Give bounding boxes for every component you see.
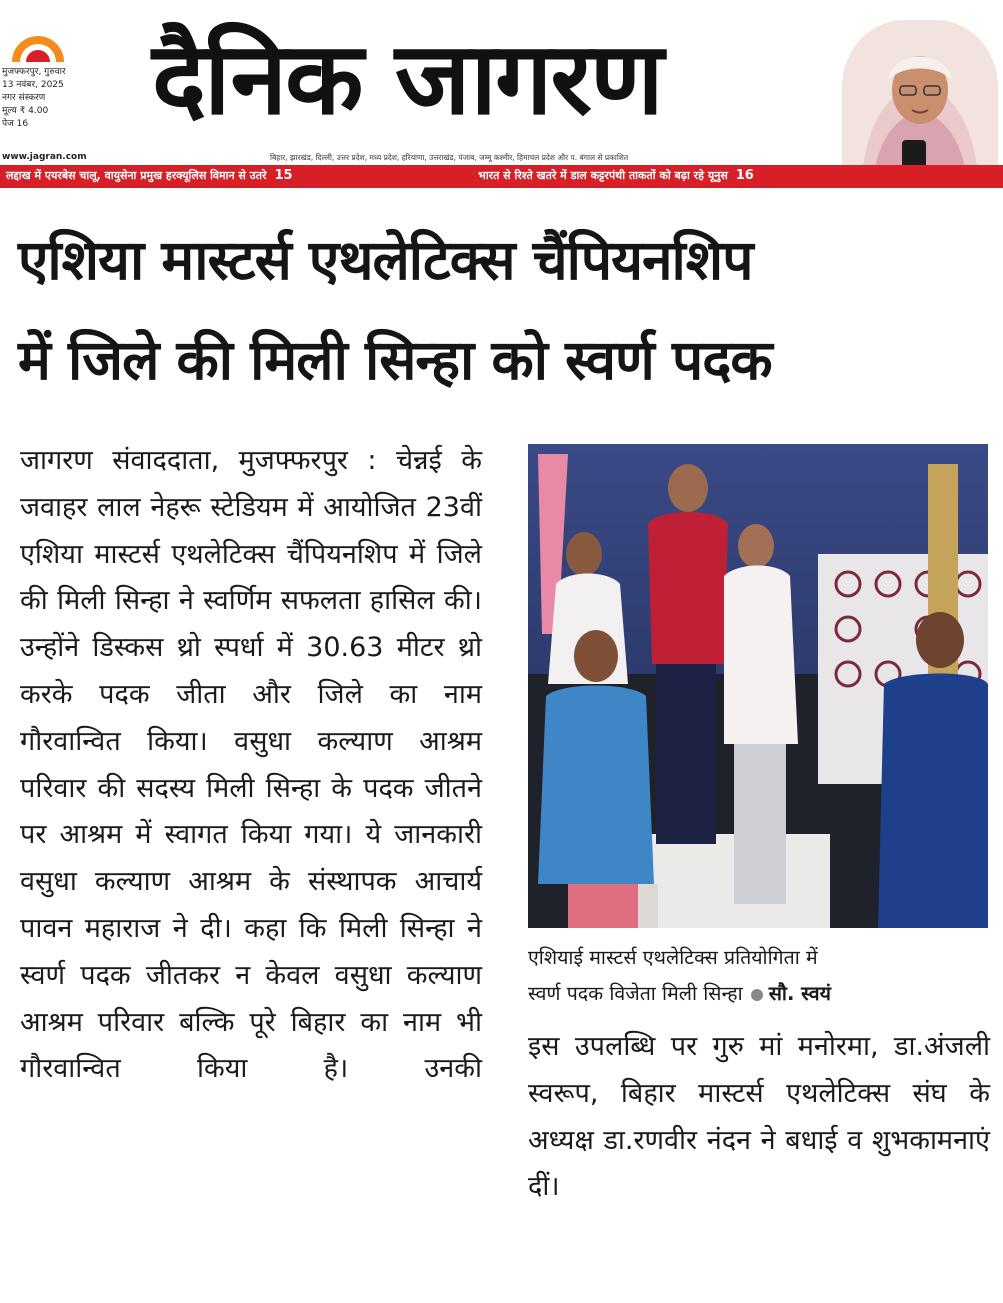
article-photo (528, 444, 988, 928)
editions-list: बिहार, झारखंड, दिल्ली, उत्तर प्रदेश, मध्य प्रदेश, हरियाणा, उत्तराखंड, पंजाब, जम्मू कश्मीर, हिमाचल प्रदेश और प. बंगाल से प्रकाशित (270, 153, 629, 162)
article-headline (18, 210, 998, 410)
headline-line-2: में जिले की मिली सिन्हा को स्वर्ण पदक (18, 328, 772, 392)
edition-label: नगर संस्करण (2, 93, 46, 103)
top-story-right[interactable] (478, 168, 754, 184)
front-page-portrait (842, 20, 998, 188)
price-label: मूल्य ₹ 4.00 (2, 106, 49, 116)
newspaper-brand: दैनिक जागरण (152, 20, 662, 137)
top-story-left-page: 15 (274, 168, 293, 183)
portrait-photo (842, 20, 998, 188)
podium-photo (528, 444, 988, 928)
dateline (2, 66, 142, 131)
body-left-paragraph: जागरण संवाददाता, मुजफ्फरपुर : चेन्नई के जवाहर लाल नेहरू स्टेडियम में आयोजित 23वीं एशिया मास्टर्स एथलेटिक्स चैंपियनशिप में जिले की मिली सिन्हा ने स्वर्णिम सफलता हासिल की। उन्होंने डिस्कस थ्रो स्पर्धा में 30.63 मीटर थ्रो करके पदक जीता और जिले का नाम गौरवान्वित किया। वसुधा कल्याण आश्रम परिवार की सदस्य मिली सिन्हा के पदक जीतने पर आश्रम में स्वागत किया गया। ये जानकारी वसुधा कल्याण आश्रम के संस्थापक आचार्य पावन महाराज ने दी। कहा कि मिली सिन्हा ने स्वर्ण पदक जीतकर न केवल वसुधा कल्याण आश्रम परिवार बल्कि पूरे बिहार का नाम भी गौरवान्वित किया है। उनकी (20, 445, 482, 1085)
photo-caption (528, 940, 990, 1012)
body-right-paragraph: इस उपलब्धि पर गुरु मां मनोरमा, डा.अंजली स्वरूप, बिहार मास्टर्स एथलेटिक्स संघ के अध्यक्ष डा.रणवीर नंदन ने बधाई व शुभकामनाएं दीं। (528, 1031, 990, 1203)
top-stories-bar (0, 165, 1003, 188)
page-count: पेज 16 (2, 119, 29, 129)
photo-credit: सौ. स्वयं (768, 982, 831, 1005)
top-story-left-text: लद्दाख में एयरबेस चालू, वायुसेना प्रमुख हरक्यूलिस विमान से उतरे (6, 169, 267, 182)
caption-line-2: स्वर्ण पदक विजेता मिली सिन्हा (528, 982, 743, 1005)
caption-line-1: एशियाई मास्टर्स एथलेटिक्स प्रतियोगिता में (528, 946, 818, 969)
sun-logo-icon (8, 28, 68, 62)
bullet-dot-icon (751, 989, 763, 1001)
top-story-right-page: 16 (735, 168, 754, 183)
website-link[interactable]: www.jagran.com (2, 152, 87, 162)
top-story-right-text: भारत से रिश्ते खतरे में डाल कट्टरपंथी ताकतों को बढ़ा रहे यूनुस (478, 169, 728, 182)
masthead (0, 0, 1003, 190)
article-body-right (528, 1024, 990, 1211)
top-story-left[interactable] (6, 168, 293, 184)
dateline-date: 13 नवंबर, 2025 (2, 80, 64, 90)
headline-line-1: एशिया मास्टर्स एथलेटिक्स चैंपियनशिप (18, 228, 753, 292)
dateline-city-day: मुजफ्फरपुर, गुरुवार (2, 67, 66, 77)
article-body-left (20, 438, 482, 1093)
